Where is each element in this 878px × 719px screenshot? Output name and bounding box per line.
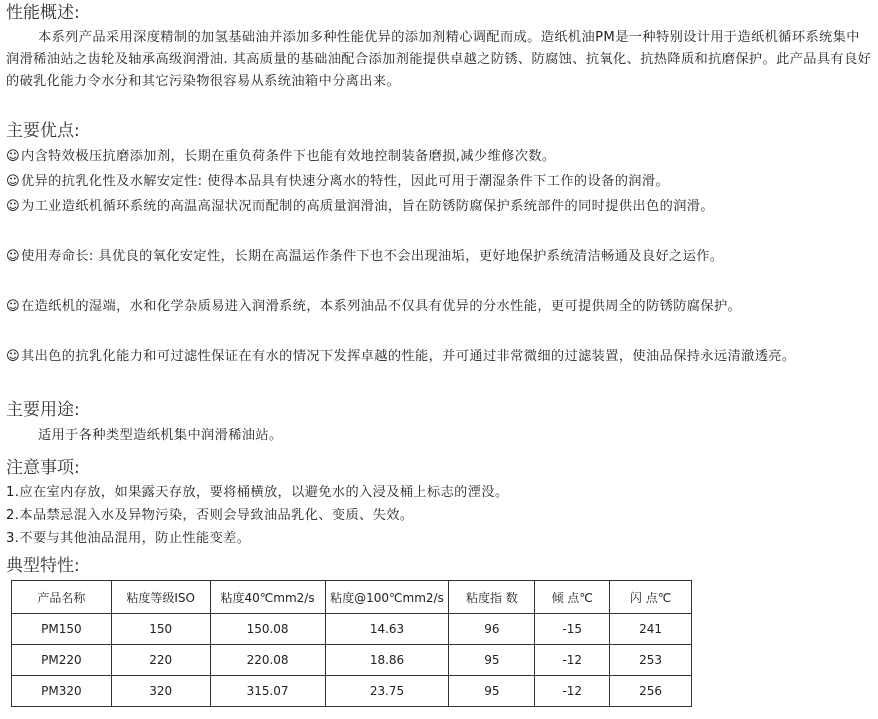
table-cell: 23.75	[325, 676, 449, 707]
advantage-item	[6, 170, 872, 194]
note-item: 1.应在室内存放，如果露天存放，要将桶横放，以避免水的入浸及桶上标志的湮没。	[6, 485, 509, 500]
table-cell: -12	[535, 676, 610, 707]
smiley-icon: ☺	[6, 299, 21, 314]
table-cell: PM320	[12, 676, 112, 707]
smiley-icon: ☺	[6, 249, 21, 264]
table-cell: 253	[610, 645, 692, 676]
table-header-row	[12, 581, 692, 614]
overview-heading: 性能概述:	[6, 3, 80, 23]
specs-table	[11, 580, 692, 707]
table-cell: 220	[111, 645, 210, 676]
column-header: 闪 点℃	[610, 581, 692, 614]
smiley-icon: ☺	[6, 149, 21, 164]
note-item: 3.不要与其他油品混用，防止性能变差。	[6, 531, 251, 546]
advantages-heading: 主要优点:	[6, 121, 80, 141]
specs-heading: 典型特性:	[6, 556, 80, 576]
overview-text: 本系列产品采用深度精制的加氢基础油并添加多种性能优异的添加剂精心调配而成。造纸机油PM是一种特别设计用于造纸机循环系统集中润滑稀油站之齿轮及轴承高级润滑油. 其高质量的基础油配合添加剂能提供卓越之防锈、防腐蚀、抗氧化、抗热降质和抗磨保护。此产品具有良好的破乳化能力令水分和其它污染物很容易从系统油箱中分离出来。	[6, 30, 872, 89]
column-header: 产品名称	[12, 581, 112, 614]
advantage-text: 为工业造纸机循环系统的高温高湿状况而配制的高质量润滑油，旨在防锈防腐保护系统部件的同时提供出色的润滑。	[21, 199, 714, 214]
advantage-item	[6, 245, 872, 269]
column-header: 粘度@100℃mm2/s	[325, 581, 449, 614]
table-cell: 96	[449, 614, 535, 645]
advantage-item	[6, 345, 872, 369]
uses-text: 适用于各种类型造纸机集中润滑稀油站。	[38, 428, 283, 443]
uses-heading: 主要用途:	[6, 400, 80, 420]
notes-heading: 注意事项:	[6, 458, 80, 478]
advantage-text: 使用寿命长: 具优良的氧化安定性，长期在高温运作条件下也不会出现油垢，更好地保护系统清洁畅通及良好之运作。	[21, 249, 724, 264]
table-cell: 95	[449, 676, 535, 707]
table-cell: -12	[535, 645, 610, 676]
smiley-icon: ☺	[6, 199, 21, 214]
table-cell: 150	[111, 614, 210, 645]
table-cell: 320	[111, 676, 210, 707]
table-row	[12, 676, 692, 707]
table-cell: 150.08	[210, 614, 325, 645]
table-cell: -15	[535, 614, 610, 645]
column-header: 粘度40℃mm2/s	[210, 581, 325, 614]
table-cell: 256	[610, 676, 692, 707]
advantage-text: 优异的抗乳化性及水解安定性: 使得本品具有快速分离水的特性，因此可用于潮湿条件下工作的设备的润滑。	[21, 174, 670, 189]
advantage-item	[6, 145, 872, 169]
advantage-item	[6, 195, 872, 219]
table-cell: PM220	[12, 645, 112, 676]
advantage-text: 其出色的抗乳化能力和可过滤性保证在有水的情况下发挥卓越的性能，并可通过非常微细的过滤装置，使油品保持永远清澈透亮。	[21, 349, 796, 364]
smiley-icon: ☺	[6, 349, 21, 364]
smiley-icon: ☺	[6, 174, 21, 189]
table-cell: PM150	[12, 614, 112, 645]
table-cell: 95	[449, 645, 535, 676]
advantage-item	[6, 295, 872, 319]
table-cell: 18.86	[325, 645, 449, 676]
table-cell: 14.63	[325, 614, 449, 645]
table-cell: 220.08	[210, 645, 325, 676]
advantage-text: 内含特效极压抗磨添加剂，长期在重负荷条件下也能有效地控制装备磨损,减少维修次数。	[21, 149, 556, 164]
column-header: 粘度指 数	[449, 581, 535, 614]
table-row	[12, 645, 692, 676]
table-cell: 315.07	[210, 676, 325, 707]
column-header: 粘度等级ISO	[111, 581, 210, 614]
advantage-text: 在造纸机的湿端，水和化学杂质易进入润滑系统，本系列油品不仅具有优异的分水性能，更可提供周全的防锈防腐保护。	[21, 299, 742, 314]
table-row	[12, 614, 692, 645]
table-cell: 241	[610, 614, 692, 645]
column-header: 倾 点℃	[535, 581, 610, 614]
note-item: 2.本品禁忌混入水及异物污染，否则会导致油品乳化、变质、失效。	[6, 508, 414, 523]
